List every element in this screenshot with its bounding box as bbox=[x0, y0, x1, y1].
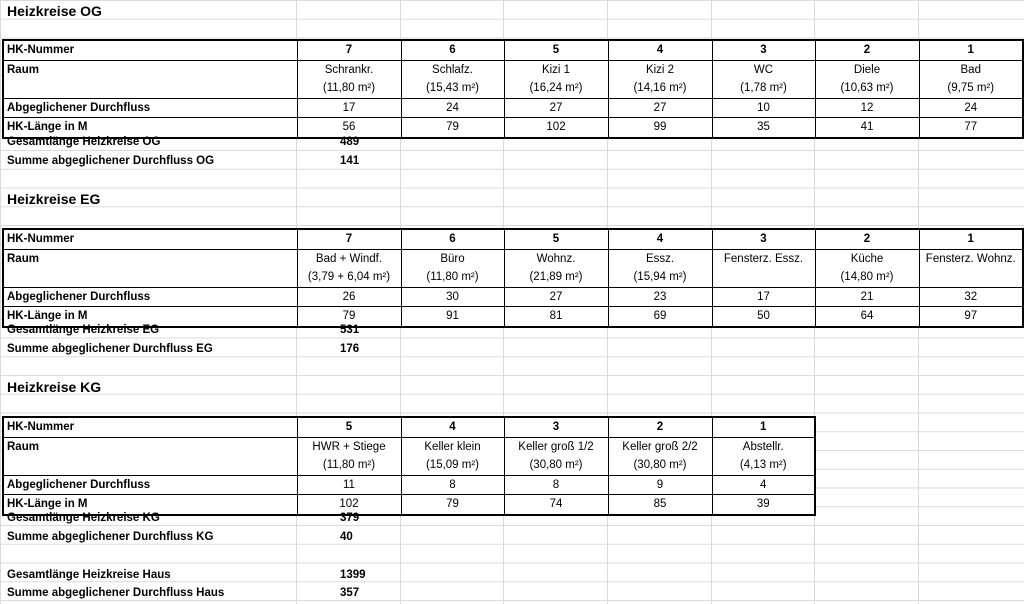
raum-label[interactable]: Raum bbox=[3, 437, 297, 475]
length-cell[interactable]: 79 bbox=[401, 118, 504, 138]
length-cell[interactable]: 79 bbox=[297, 307, 401, 327]
sum-length-label: Gesamtlänge Heizkreise KG bbox=[7, 512, 160, 524]
room-area: (9,75 m²) bbox=[947, 82, 995, 94]
length-cell[interactable]: 50 bbox=[712, 307, 815, 327]
hk-number-cell[interactable]: 3 bbox=[712, 40, 815, 60]
sum-length-label: Gesamtlänge Heizkreise OG bbox=[7, 136, 161, 148]
room-name: Wohnz. bbox=[536, 252, 576, 265]
room-area: (16,24 m²) bbox=[529, 82, 583, 94]
flow-cell[interactable]: 24 bbox=[919, 98, 1023, 118]
sum-flow-value: 141 bbox=[340, 155, 360, 167]
sum-length-value: 489 bbox=[340, 136, 360, 148]
sum-flow-value: 176 bbox=[340, 343, 360, 355]
room-name: WC bbox=[753, 63, 774, 76]
room-name: Büro bbox=[440, 252, 465, 265]
header-label[interactable]: HK-Nummer bbox=[3, 40, 297, 60]
sum-length-value: 1399 bbox=[340, 569, 366, 581]
room-name: Essz. bbox=[645, 252, 675, 265]
room-area: (30,80 m²) bbox=[633, 459, 687, 471]
flow-cell[interactable]: 26 bbox=[297, 287, 401, 307]
hk-number-cell[interactable]: 5 bbox=[504, 229, 608, 249]
length-cell[interactable]: 97 bbox=[919, 307, 1023, 327]
length-label[interactable]: HK-Länge in M bbox=[3, 495, 297, 515]
room-cell[interactable] bbox=[815, 60, 919, 98]
sum-flow-label: Summe abgeglichener Durchfluss OG bbox=[7, 155, 215, 167]
hk-number-cell[interactable]: 3 bbox=[712, 229, 815, 249]
length-cell[interactable]: 41 bbox=[815, 118, 919, 138]
room-name: Schlafz. bbox=[432, 63, 473, 76]
flow-cell[interactable]: 21 bbox=[815, 287, 919, 307]
length-cell[interactable]: 85 bbox=[608, 495, 712, 515]
flow-label[interactable]: Abgeglichener Durchfluss bbox=[3, 475, 297, 495]
flow-cell[interactable]: 11 bbox=[297, 475, 401, 495]
table-row bbox=[3, 417, 815, 437]
header-label[interactable]: HK-Nummer bbox=[3, 417, 297, 437]
header-label[interactable]: HK-Nummer bbox=[3, 229, 297, 249]
flow-cell[interactable]: 17 bbox=[712, 287, 815, 307]
sum-length-row-house[interactable] bbox=[7, 566, 366, 584]
sum-length-label: Gesamtlänge Heizkreise Haus bbox=[7, 569, 171, 581]
room-cell[interactable] bbox=[504, 249, 608, 287]
sum-flow-label: Summe abgeglichener Durchfluss KG bbox=[7, 531, 214, 543]
flow-cell[interactable]: 12 bbox=[815, 98, 919, 118]
room-area: (3,79 + 6,04 m²) bbox=[307, 271, 391, 283]
length-cell[interactable]: 91 bbox=[401, 307, 504, 327]
sum-flow-value: 357 bbox=[340, 587, 360, 599]
room-area: (1,78 m²) bbox=[740, 82, 787, 94]
sum-flow-label: Summe abgeglichener Durchfluss Haus bbox=[7, 587, 225, 599]
flow-cell[interactable]: 27 bbox=[504, 98, 608, 118]
table-row bbox=[3, 475, 815, 495]
sum-length-row-eg[interactable] bbox=[7, 321, 360, 339]
sum-length-row-kg[interactable] bbox=[7, 509, 360, 527]
sum-flow-value: 40 bbox=[340, 531, 353, 543]
room-cell[interactable] bbox=[401, 249, 504, 287]
raum-label[interactable]: Raum bbox=[3, 60, 297, 98]
length-cell[interactable]: 81 bbox=[504, 307, 608, 327]
length-cell[interactable]: 99 bbox=[608, 118, 712, 138]
room-name: Keller klein bbox=[424, 440, 481, 453]
room-name: Kizi 1 bbox=[541, 63, 571, 76]
length-cell[interactable]: 56 bbox=[297, 118, 401, 138]
room-cell[interactable] bbox=[815, 249, 919, 287]
room-area: (15,94 m²) bbox=[633, 271, 687, 283]
sum-flow-row-house[interactable] bbox=[7, 584, 360, 602]
section-title-eg: Heizkreise EG bbox=[7, 191, 101, 207]
room-cell[interactable] bbox=[297, 249, 401, 287]
room-area: (11,80 m²) bbox=[322, 459, 376, 471]
hk-number-cell[interactable]: 4 bbox=[401, 417, 504, 437]
table-row bbox=[3, 437, 815, 475]
room-cell[interactable] bbox=[608, 60, 712, 98]
length-cell[interactable]: 77 bbox=[919, 118, 1023, 138]
room-cell[interactable] bbox=[401, 60, 504, 98]
room-area: (14,16 m²) bbox=[633, 82, 687, 94]
room-name: Kizi 2 bbox=[645, 63, 675, 76]
room-area: (4,13 m²) bbox=[739, 459, 787, 471]
flow-cell[interactable]: 27 bbox=[608, 98, 712, 118]
flow-cell[interactable]: 9 bbox=[608, 475, 712, 495]
hk-number-cell[interactable]: 7 bbox=[297, 229, 401, 249]
room-cell[interactable] bbox=[504, 437, 608, 475]
length-cell[interactable]: 39 bbox=[712, 495, 815, 515]
room-cell[interactable] bbox=[712, 249, 815, 287]
sum-length-row-og[interactable] bbox=[7, 133, 360, 151]
room-name: Abstellr. bbox=[742, 440, 784, 453]
hk-number-cell[interactable]: 5 bbox=[504, 40, 608, 60]
hk-number-cell[interactable]: 1 bbox=[712, 417, 815, 437]
sum-length-label: Gesamtlänge Heizkreise EG bbox=[7, 324, 160, 336]
room-cell[interactable] bbox=[919, 249, 1023, 287]
sum-length-value: 379 bbox=[340, 512, 360, 524]
sum-flow-label: Summe abgeglichener Durchfluss EG bbox=[7, 343, 213, 355]
length-cell[interactable]: 35 bbox=[712, 118, 815, 138]
table-row bbox=[3, 287, 1023, 307]
flow-cell[interactable]: 24 bbox=[401, 98, 504, 118]
flow-cell[interactable]: 17 bbox=[297, 98, 401, 118]
room-name: Fensterz. Essz. bbox=[723, 252, 804, 265]
flow-cell[interactable]: 4 bbox=[712, 475, 815, 495]
room-name: Bad bbox=[960, 63, 981, 76]
hk-number-cell[interactable]: 5 bbox=[297, 417, 401, 437]
length-cell[interactable]: 79 bbox=[401, 495, 504, 515]
hk-number-cell[interactable]: 6 bbox=[401, 40, 504, 60]
room-name: HWR + Stiege bbox=[312, 440, 386, 453]
hk-number-cell[interactable]: 7 bbox=[297, 40, 401, 60]
table-row bbox=[3, 60, 1023, 98]
flow-cell[interactable]: 23 bbox=[608, 287, 712, 307]
table-row bbox=[3, 40, 1023, 60]
room-area: (10,63 m²) bbox=[840, 82, 894, 94]
sum-flow-row-og[interactable] bbox=[7, 152, 360, 170]
room-area: (11,80 m²) bbox=[322, 82, 376, 94]
flow-cell[interactable]: 27 bbox=[504, 287, 608, 307]
room-name: Diele bbox=[853, 63, 881, 76]
room-cell[interactable] bbox=[297, 60, 401, 98]
room-area: (15,43 m²) bbox=[425, 82, 480, 94]
hk-number-cell[interactable]: 4 bbox=[608, 229, 712, 249]
section-title-og: Heizkreise OG bbox=[7, 3, 102, 19]
length-label[interactable]: HK-Länge in M bbox=[3, 118, 297, 138]
flow-cell[interactable]: 8 bbox=[401, 475, 504, 495]
room-name: Bad + Windf. bbox=[315, 252, 383, 265]
room-name: Keller groß 1/2 bbox=[518, 440, 594, 453]
room-cell[interactable] bbox=[401, 437, 504, 475]
flow-cell[interactable]: 10 bbox=[712, 98, 815, 118]
room-name: Keller groß 2/2 bbox=[622, 440, 698, 453]
room-cell[interactable] bbox=[504, 60, 608, 98]
room-area: (11,80 m²) bbox=[426, 271, 479, 283]
hk-number-cell[interactable]: 2 bbox=[815, 229, 919, 249]
table-row bbox=[3, 229, 1023, 249]
room-name: Fensterz. Wohnz. bbox=[925, 252, 1016, 265]
sum-flow-row-eg[interactable] bbox=[7, 340, 360, 358]
flow-cell[interactable]: 32 bbox=[919, 287, 1023, 307]
heating-table-og bbox=[2, 39, 1024, 139]
room-cell[interactable] bbox=[297, 437, 401, 475]
room-cell[interactable] bbox=[919, 60, 1023, 98]
length-cell[interactable]: 74 bbox=[504, 495, 608, 515]
room-area: (30,80 m²) bbox=[529, 459, 583, 471]
sum-length-value: 531 bbox=[340, 324, 360, 336]
room-area: (15,09 m²) bbox=[425, 459, 480, 471]
length-cell[interactable]: 64 bbox=[815, 307, 919, 327]
section-title-kg: Heizkreise KG bbox=[7, 379, 102, 395]
length-cell[interactable]: 102 bbox=[504, 118, 608, 138]
room-area: (21,89 m²) bbox=[529, 271, 583, 283]
hk-number-cell[interactable]: 1 bbox=[919, 40, 1023, 60]
heating-table-eg bbox=[2, 228, 1024, 328]
hk-number-cell[interactable]: 1 bbox=[919, 229, 1023, 249]
room-cell[interactable] bbox=[608, 249, 712, 287]
length-label[interactable]: HK-Länge in M bbox=[3, 307, 297, 327]
hk-number-cell[interactable]: 6 bbox=[401, 229, 504, 249]
length-cell[interactable]: 69 bbox=[608, 307, 712, 327]
room-cell[interactable] bbox=[608, 437, 712, 475]
table-row bbox=[3, 98, 1023, 118]
table-row bbox=[3, 249, 1023, 287]
room-cell[interactable] bbox=[712, 60, 815, 98]
hk-number-cell[interactable]: 2 bbox=[608, 417, 712, 437]
hk-number-cell[interactable]: 4 bbox=[608, 40, 712, 60]
flow-cell[interactable]: 8 bbox=[504, 475, 608, 495]
room-cell[interactable] bbox=[712, 437, 815, 475]
flow-cell[interactable]: 30 bbox=[401, 287, 504, 307]
room-name: Küche bbox=[850, 252, 884, 265]
sum-flow-row-kg[interactable] bbox=[7, 528, 353, 546]
flow-label[interactable]: Abgeglichener Durchfluss bbox=[3, 98, 297, 118]
hk-number-cell[interactable]: 3 bbox=[504, 417, 608, 437]
room-area: (14,80 m²) bbox=[840, 271, 894, 283]
heating-table-kg bbox=[2, 416, 816, 516]
flow-label[interactable]: Abgeglichener Durchfluss bbox=[3, 287, 297, 307]
raum-label[interactable]: Raum bbox=[3, 249, 297, 287]
room-name: Schrankr. bbox=[324, 63, 374, 76]
hk-number-cell[interactable]: 2 bbox=[815, 40, 919, 60]
length-cell[interactable]: 102 bbox=[297, 495, 401, 515]
